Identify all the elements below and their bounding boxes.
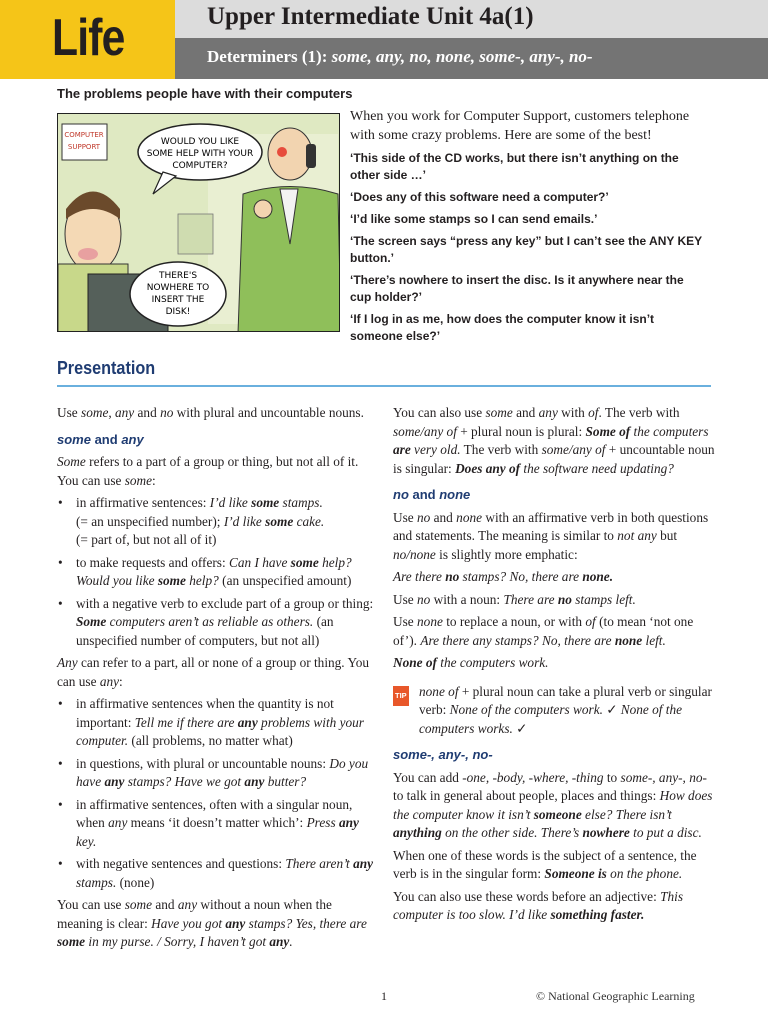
subheading-some-any-no: some-, any-, no- <box>393 747 493 762</box>
tip-box: TIP none of + plural noun can take a plural verb or singular verb: None of the computers work. ✓ None of the computers works. ✓ <box>395 683 712 736</box>
grammar-right-column <box>393 404 715 929</box>
subheading-some-any: some and any <box>57 431 144 447</box>
quote: ‘If I log in as me, how does the computer know it isn’t someone else?’ <box>350 312 655 343</box>
paragraph: Use no and none with an affirmative verb in both questions and statements. The meaning is similar to not any but no/none is slightly more emphatic: <box>393 509 709 562</box>
paragraph: You can also use some and any with of. The verb with some/any of + plural noun is plural: Some of the computers are very old. The verb with some/any of + uncountable noun is singular: Does any of the software need updating? <box>393 405 715 476</box>
unit-subtitle: Determiners (1): some, any, no, none, some-, any-, no- <box>207 47 593 66</box>
example: None of the computers work. <box>393 655 549 670</box>
svg-text:COMPUTER: COMPUTER <box>64 131 104 139</box>
paragraph: You can add -one, -body, -where, -thing to some-, any-, no- to talk in general about people, places and things: How does the computer know it isn’t someone else? There isn’t anything on the other side. There’s nowhere to put a disc. <box>393 769 713 840</box>
svg-text:SUPPORT: SUPPORT <box>67 143 101 151</box>
copyright: © National Geographic Learning <box>536 989 695 1003</box>
quote: ‘I’d like some stamps so I can send emails.’ <box>350 212 598 226</box>
paragraph: Use none to replace a noun, or with of (to mean ‘not one of’). Are there any stamps? No, there are none left. <box>393 614 694 648</box>
unit-title-band <box>175 0 768 38</box>
cartoon-illustration <box>57 113 340 332</box>
quotes-lead: When you work for Computer Support, customers telephone with some crazy problems. Here are some of the best! <box>350 109 690 143</box>
bullet-list <box>57 494 377 650</box>
page-number: 1 <box>381 989 387 1003</box>
quote: ‘The screen says “press any key” but I can’t see the ANY KEY button.’ <box>350 234 702 265</box>
list-item: • with negative sentences and questions: There aren’t any stamps. (none) <box>57 855 377 892</box>
paragraph: You can use some and any without a noun when the meaning is clear: Have you got any stamps? Yes, there are some in my purse. / Sorry, I haven’t got any. <box>57 897 367 949</box>
customer-quotes <box>350 107 708 345</box>
grammar-left-column <box>57 404 377 956</box>
paragraph: Some refers to a part of a group or thing, but not all of it. You can use some: <box>57 454 359 488</box>
bullet-list <box>57 695 377 892</box>
svg-text:SOME HELP WITH YOUR: SOME HELP WITH YOUR <box>146 149 254 159</box>
list-item: • in questions, with plural or uncountable nouns: Do you have any stamps? Have we got any butter? <box>57 755 377 792</box>
list-item: • with a negative verb to exclude part of a group or thing: Some computers aren’t as reliable as others. (an unspecified number of computers, but not all) <box>57 595 377 651</box>
paragraph: When one of these words is the subject of a sentence, the verb is in the singular form: Someone is on the phone. <box>393 847 697 881</box>
section-divider <box>57 385 711 387</box>
svg-text:DISK!: DISK! <box>165 307 191 317</box>
list-item: • in affirmative sentences when the quantity is not important: Tell me if there are any problems with your computer. (all problems, no matter what) <box>57 695 377 751</box>
intro-title: The problems people have with their computers <box>57 86 353 101</box>
subheading-no-none: no and none <box>393 487 471 502</box>
paragraph: Any can refer to a part, all or none of a group or thing. You can use any: <box>57 655 370 689</box>
paragraph: Use some, any and no with plural and uncountable nouns. <box>57 405 364 420</box>
unit-title: Upper Intermediate Unit 4a(1) <box>207 3 534 30</box>
quote: ‘This side of the CD works, but there isn’t anything on the other side …’ <box>350 151 679 182</box>
paragraph: You can also use these words before an adjective: This computer is too slow. I’d like something faster. <box>393 888 684 922</box>
paragraph: Use no with a noun: There are no stamps left. <box>393 591 636 607</box>
svg-text:COMPUTER?: COMPUTER? <box>172 161 228 171</box>
subtitle-band <box>175 38 768 79</box>
svg-text:INSERT THE: INSERT THE <box>151 295 205 305</box>
presentation-heading: Presentation <box>57 358 156 378</box>
quote: ‘There’s nowhere to insert the disc. Is it anywhere near the cup holder?’ <box>350 273 684 304</box>
list-item: • to make requests and offers: Can I have some help? Would you like some help? (an unspecified amount) <box>57 554 377 591</box>
tip-badge: TIP <box>393 686 409 707</box>
quote: ‘Does any of this software need a computer?’ <box>350 190 609 204</box>
example: Are there no stamps? No, there are none. <box>393 569 614 584</box>
svg-text:WOULD YOU LIKE: WOULD YOU LIKE <box>160 137 240 147</box>
list-item: • in affirmative sentences, often with a singular noun, when any means ‘it doesn’t matter which’: Press any key. <box>57 796 377 852</box>
list-item: • in affirmative sentences: I’d like some stamps. (= an unspecified number); I’d like some cake. (= part of, but not all of it) <box>57 494 377 550</box>
life-logo: Life <box>0 0 175 79</box>
svg-text:NOWHERE TO: NOWHERE TO <box>146 283 210 293</box>
svg-text:THERE'S: THERE'S <box>158 271 198 281</box>
